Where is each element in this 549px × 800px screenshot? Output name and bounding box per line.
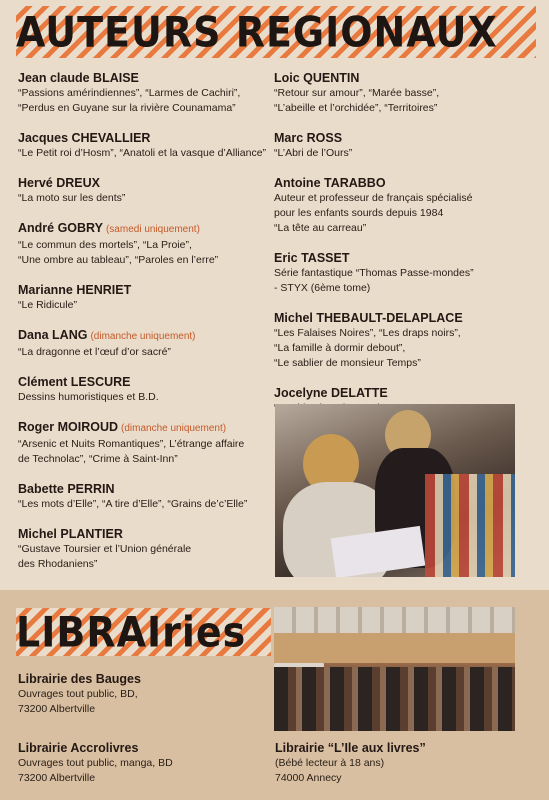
- bookshop-name: Librairie “L’Ile aux livres”: [275, 741, 426, 755]
- author-entry: [18, 526, 268, 572]
- author-entry: [18, 70, 268, 116]
- author-entry: [274, 250, 536, 296]
- author-name: André GOBRY: [18, 221, 103, 235]
- author-entry: [18, 374, 268, 405]
- author-works: “Le Ridicule”: [18, 299, 77, 311]
- author-entry: [274, 70, 536, 116]
- author-entry: [18, 481, 268, 512]
- author-entry: [274, 130, 536, 161]
- author-works: “Arsenic et Nuits Romantiques”, L’étrange affaire: [18, 438, 245, 450]
- author-works: “Passions amérindiennes”, “Larmes de Cachiri”,: [18, 87, 241, 99]
- author-entry: [18, 282, 268, 313]
- author-name: Hervé DREUX: [18, 176, 100, 190]
- authors-left-column: [18, 70, 268, 586]
- crowd-shape: [274, 667, 515, 731]
- author-works: “Une ombre au tableau”, “Paroles en l’erre”: [18, 254, 219, 266]
- bookshop-detail: 73200 Albertville: [18, 772, 96, 784]
- bookshop-name: Librairie Accrolivres: [18, 741, 139, 755]
- author-works: “Le Petit roi d’Hosm”, “Anatoli et la vasque d’Alliance”: [18, 147, 267, 159]
- author-works: “Les mots d’Elle”, “A tire d’Elle”, “Grains de’c’Elle”: [18, 498, 248, 510]
- bookshop-detail: (Bébé lecteur à 18 ans): [275, 757, 385, 769]
- authors-headline-band: [16, 6, 536, 58]
- author-works: des Rhodaniens”: [18, 558, 98, 570]
- bookshops-headline-band: [16, 608, 271, 656]
- book-fair-hall-photo: [274, 607, 515, 731]
- author-name: Antoine TARABBO: [274, 176, 386, 190]
- bookshop-detail: Ouvrages tout public, manga, BD: [18, 757, 173, 769]
- bookshop-entry: [18, 671, 268, 717]
- author-name: Roger MOIROUD: [18, 420, 118, 434]
- bookshop-entry: [275, 740, 535, 786]
- author-works: “La dragonne et l’œuf d’or sacré”: [18, 346, 171, 358]
- book-fair-readers-photo: [275, 404, 515, 577]
- availability-note: (dimanche uniquement): [121, 423, 227, 434]
- author-name: Babette PERRIN: [18, 482, 115, 496]
- author-works: “L’Abri de l’Ours”: [274, 147, 353, 159]
- author-entry: [18, 327, 268, 360]
- bookshop-entry: [18, 740, 268, 786]
- bookshop-detail: 73200 Albertville: [18, 703, 96, 715]
- author-name: Loic QUENTIN: [274, 71, 360, 85]
- author-works: de Technolac”, “Crime à Saint-Inn”: [18, 453, 178, 465]
- author-works: “Le sablier de monsieur Temps”: [274, 357, 421, 369]
- books-on-table-shape: [425, 474, 515, 577]
- authors-right-column: [274, 70, 536, 430]
- author-works: Dessins humoristiques et B.D.: [18, 391, 159, 403]
- author-entry: [18, 130, 268, 161]
- author-works: “Retour sur amour”, “Marée basse”,: [274, 87, 440, 99]
- bookshop-detail: Ouvrages tout public, BD,: [18, 688, 138, 700]
- bookshop-name: Librairie des Bauges: [18, 672, 141, 686]
- author-works: “Perdus en Guyane sur la rivière Counamama”: [18, 102, 236, 114]
- bookshop-detail: 74000 Annecy: [275, 772, 342, 784]
- author-entry: [18, 175, 268, 206]
- author-works: “Les Falaises Noires”, “Les draps noirs”,: [274, 327, 461, 339]
- author-works: “Gustave Toursier et l’Union générale: [18, 543, 192, 555]
- author-entry: [274, 310, 536, 371]
- availability-note: (dimanche uniquement): [90, 331, 196, 342]
- author-name: Eric TASSET: [274, 251, 350, 265]
- author-works: “La famille à dormir debout”,: [274, 342, 406, 354]
- author-works: “L’abeille et l’orchidée”, “Territoires”: [274, 102, 438, 114]
- author-name: Michel PLANTIER: [18, 527, 123, 541]
- authors-headline: AUTEURS REGIONAUX: [16, 7, 498, 57]
- author-name: Marianne HENRIET: [18, 283, 132, 297]
- author-works: - STYX (6ème tome): [274, 282, 371, 294]
- hall-roof-shape: [274, 607, 515, 633]
- availability-note: (samedi uniquement): [105, 224, 200, 235]
- author-works: “Le commun des mortels”, “La Proie”,: [18, 239, 192, 251]
- author-works: “La tête au carreau”: [274, 222, 367, 234]
- author-works: “La moto sur les dents”: [18, 192, 126, 204]
- author-entry: [274, 175, 536, 236]
- author-name: Jacques CHEVALLIER: [18, 131, 151, 145]
- bookshops-headline: LIBRAIries: [16, 607, 247, 657]
- author-name: Marc ROSS: [274, 131, 343, 145]
- author-name: Clément LESCURE: [18, 375, 131, 389]
- author-name: Dana LANG: [18, 328, 88, 342]
- author-works: Auteur et professeur de français spécialisé: [274, 192, 473, 204]
- author-name: Jean claude BLAISE: [18, 71, 139, 85]
- hall-wall-shape: [274, 633, 515, 663]
- author-name: Jocelyne DELATTE: [274, 386, 388, 400]
- author-entry: [18, 220, 268, 268]
- author-name: Michel THEBAULT-DELAPLACE: [274, 311, 463, 325]
- author-works: Série fantastique “Thomas Passe-mondes”: [274, 267, 474, 279]
- author-entry: [18, 419, 268, 467]
- author-works: pour les enfants sourds depuis 1984: [274, 207, 444, 219]
